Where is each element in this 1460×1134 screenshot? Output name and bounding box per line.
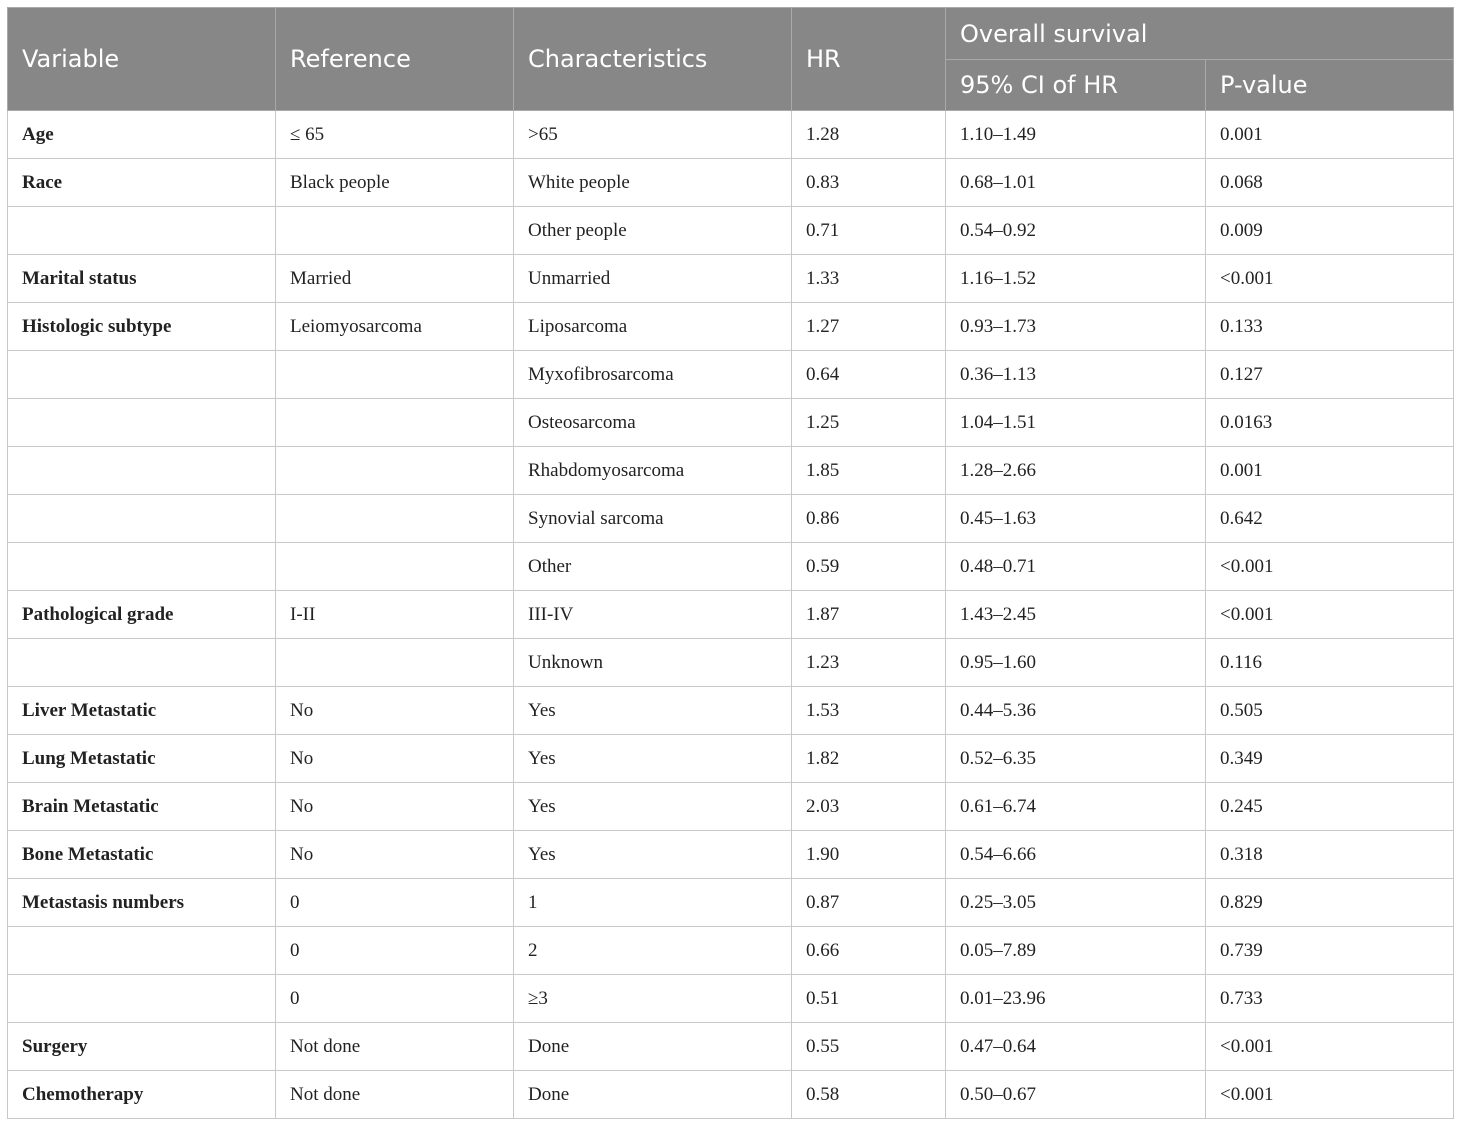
cell-ci: 1.43–2.45 [946, 591, 1206, 639]
cell-ci: 0.93–1.73 [946, 303, 1206, 351]
cell-reference: ≤ 65 [276, 111, 514, 159]
cell-hr: 1.27 [792, 303, 946, 351]
cell-reference: No [276, 735, 514, 783]
table-row [8, 975, 1454, 1023]
table-row [8, 543, 1454, 591]
table-row [8, 927, 1454, 975]
cell-p-value: 0.829 [1206, 879, 1454, 927]
cell-characteristics: Done [514, 1023, 792, 1071]
cell-hr: 0.64 [792, 351, 946, 399]
cell-ci: 0.36–1.13 [946, 351, 1206, 399]
cell-reference: No [276, 831, 514, 879]
cell-variable: Histologic subtype [8, 303, 276, 351]
cell-ci: 1.28–2.66 [946, 447, 1206, 495]
header-variable: Variable [8, 8, 276, 111]
cell-hr: 0.58 [792, 1071, 946, 1119]
cell-variable [8, 639, 276, 687]
table-row [8, 255, 1454, 303]
cell-reference: 0 [276, 879, 514, 927]
header-hr: HR [792, 8, 946, 111]
cell-variable: Liver Metastatic [8, 687, 276, 735]
cell-ci: 0.25–3.05 [946, 879, 1206, 927]
cell-p-value: 0.001 [1206, 447, 1454, 495]
cell-characteristics: Liposarcoma [514, 303, 792, 351]
cell-hr: 1.28 [792, 111, 946, 159]
cell-p-value: 0.739 [1206, 927, 1454, 975]
cell-characteristics: 1 [514, 879, 792, 927]
table-row [8, 639, 1454, 687]
cell-p-value: 0.127 [1206, 351, 1454, 399]
cell-reference: Black people [276, 159, 514, 207]
table-row [8, 831, 1454, 879]
cell-ci: 0.44–5.36 [946, 687, 1206, 735]
cell-hr: 1.85 [792, 447, 946, 495]
cell-hr: 0.87 [792, 879, 946, 927]
cell-reference: Married [276, 255, 514, 303]
cell-variable: Marital status [8, 255, 276, 303]
cell-hr: 2.03 [792, 783, 946, 831]
cell-reference: No [276, 783, 514, 831]
cell-hr: 0.55 [792, 1023, 946, 1071]
cell-hr: 0.71 [792, 207, 946, 255]
cell-characteristics: Yes [514, 687, 792, 735]
cell-characteristics: >65 [514, 111, 792, 159]
cell-ci: 0.61–6.74 [946, 783, 1206, 831]
cell-reference: No [276, 687, 514, 735]
cell-reference: I-II [276, 591, 514, 639]
table-row [8, 495, 1454, 543]
cell-ci: 0.52–6.35 [946, 735, 1206, 783]
table-row [8, 303, 1454, 351]
cell-characteristics: Unknown [514, 639, 792, 687]
table-body [8, 111, 1454, 1119]
cell-ci: 0.54–6.66 [946, 831, 1206, 879]
cell-reference [276, 495, 514, 543]
cell-hr: 0.51 [792, 975, 946, 1023]
cell-hr: 1.33 [792, 255, 946, 303]
cell-variable [8, 399, 276, 447]
cell-hr: 1.87 [792, 591, 946, 639]
header-reference: Reference [276, 8, 514, 111]
cell-ci: 0.05–7.89 [946, 927, 1206, 975]
cell-hr: 1.82 [792, 735, 946, 783]
cell-variable: Metastasis numbers [8, 879, 276, 927]
cell-characteristics: Rhabdomyosarcoma [514, 447, 792, 495]
cell-p-value: <0.001 [1206, 1023, 1454, 1071]
cell-variable [8, 927, 276, 975]
cell-ci: 0.01–23.96 [946, 975, 1206, 1023]
cell-ci: 0.95–1.60 [946, 639, 1206, 687]
cell-variable: Lung Metastatic [8, 735, 276, 783]
cell-ci: 0.54–0.92 [946, 207, 1206, 255]
cell-ci: 0.68–1.01 [946, 159, 1206, 207]
cell-p-value: <0.001 [1206, 591, 1454, 639]
cell-characteristics: Yes [514, 831, 792, 879]
cell-variable: Bone Metastatic [8, 831, 276, 879]
cell-ci: 0.48–0.71 [946, 543, 1206, 591]
cell-ci: 0.50–0.67 [946, 1071, 1206, 1119]
table-row [8, 351, 1454, 399]
cell-ci: 1.10–1.49 [946, 111, 1206, 159]
cell-variable: Age [8, 111, 276, 159]
cell-ci: 0.45–1.63 [946, 495, 1206, 543]
header-characteristics: Characteristics [514, 8, 792, 111]
cell-reference: Leiomyosarcoma [276, 303, 514, 351]
table-row [8, 879, 1454, 927]
table-row [8, 399, 1454, 447]
table-row [8, 447, 1454, 495]
cell-p-value: 0.133 [1206, 303, 1454, 351]
cell-reference [276, 399, 514, 447]
cell-variable: Surgery [8, 1023, 276, 1071]
cell-characteristics: Yes [514, 735, 792, 783]
cell-characteristics: Synovial sarcoma [514, 495, 792, 543]
cell-characteristics: Yes [514, 783, 792, 831]
cell-characteristics: 2 [514, 927, 792, 975]
cell-hr: 0.66 [792, 927, 946, 975]
cell-variable: Race [8, 159, 276, 207]
cell-p-value: <0.001 [1206, 1071, 1454, 1119]
cell-p-value: 0.009 [1206, 207, 1454, 255]
cell-p-value: 0.068 [1206, 159, 1454, 207]
cell-reference: Not done [276, 1023, 514, 1071]
cell-characteristics: Other people [514, 207, 792, 255]
cell-variable: Chemotherapy [8, 1071, 276, 1119]
table-row [8, 1023, 1454, 1071]
cell-hr: 0.83 [792, 159, 946, 207]
cell-variable: Brain Metastatic [8, 783, 276, 831]
cell-reference: 0 [276, 927, 514, 975]
cell-hr: 1.23 [792, 639, 946, 687]
cell-reference: 0 [276, 975, 514, 1023]
cell-ci: 0.47–0.64 [946, 1023, 1206, 1071]
table-row [8, 591, 1454, 639]
cell-variable [8, 351, 276, 399]
table-row [8, 207, 1454, 255]
header-p-value: P-value [1206, 60, 1454, 111]
cell-variable [8, 495, 276, 543]
cell-characteristics: Osteosarcoma [514, 399, 792, 447]
cell-reference [276, 543, 514, 591]
cell-p-value: 0.0163 [1206, 399, 1454, 447]
cell-reference: Not done [276, 1071, 514, 1119]
table-header [8, 8, 1454, 111]
cell-p-value: 0.505 [1206, 687, 1454, 735]
survival-table [7, 7, 1454, 1119]
cell-p-value: <0.001 [1206, 543, 1454, 591]
cell-characteristics: Other [514, 543, 792, 591]
cell-variable: Pathological grade [8, 591, 276, 639]
cell-ci: 1.16–1.52 [946, 255, 1206, 303]
table-row [8, 1071, 1454, 1119]
cell-characteristics: White people [514, 159, 792, 207]
cell-hr: 1.25 [792, 399, 946, 447]
cell-variable [8, 207, 276, 255]
cell-hr: 0.59 [792, 543, 946, 591]
cell-p-value: 0.349 [1206, 735, 1454, 783]
cell-p-value: 0.318 [1206, 831, 1454, 879]
cell-characteristics: ≥3 [514, 975, 792, 1023]
header-overall-survival: Overall survival [946, 8, 1454, 60]
cell-p-value: 0.001 [1206, 111, 1454, 159]
cell-characteristics: Done [514, 1071, 792, 1119]
cell-p-value: 0.245 [1206, 783, 1454, 831]
table-row [8, 735, 1454, 783]
cell-reference [276, 207, 514, 255]
cell-p-value: <0.001 [1206, 255, 1454, 303]
cell-p-value: 0.116 [1206, 639, 1454, 687]
cell-p-value: 0.642 [1206, 495, 1454, 543]
cell-characteristics: Unmarried [514, 255, 792, 303]
table-row [8, 111, 1454, 159]
header-ci: 95% CI of HR [946, 60, 1206, 111]
table-row [8, 687, 1454, 735]
cell-variable [8, 975, 276, 1023]
cell-variable [8, 447, 276, 495]
table-row [8, 159, 1454, 207]
cell-ci: 1.04–1.51 [946, 399, 1206, 447]
cell-reference [276, 351, 514, 399]
cell-reference [276, 447, 514, 495]
cell-hr: 1.53 [792, 687, 946, 735]
cell-hr: 1.90 [792, 831, 946, 879]
cell-characteristics: Myxofibrosarcoma [514, 351, 792, 399]
cell-reference [276, 639, 514, 687]
cell-characteristics: III-IV [514, 591, 792, 639]
table-row [8, 783, 1454, 831]
cell-p-value: 0.733 [1206, 975, 1454, 1023]
cell-hr: 0.86 [792, 495, 946, 543]
cell-variable [8, 543, 276, 591]
